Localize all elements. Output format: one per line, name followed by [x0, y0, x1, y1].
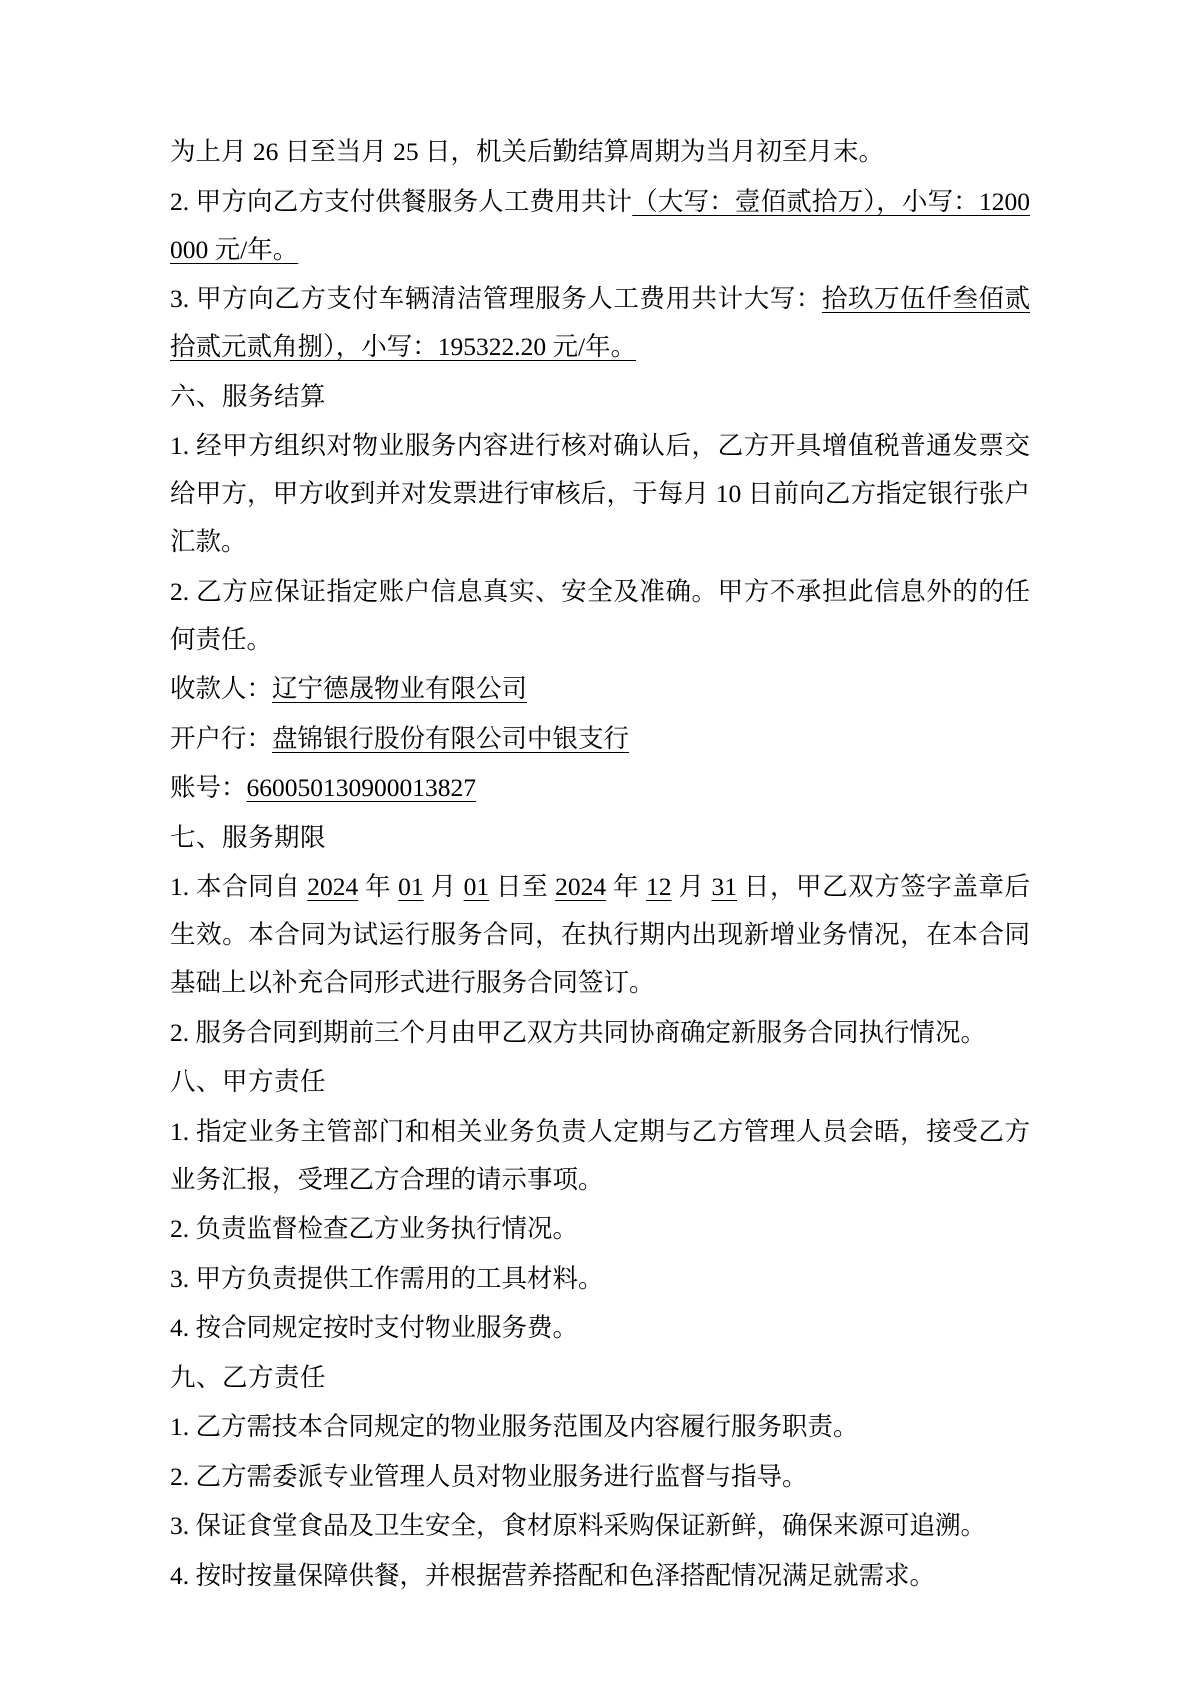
paragraph-7-2-renewal-negotiation-segment-0: 2. 服务合同到期前三个月由甲乙双方共同协商确定新服务合同执行情况。 — [170, 1017, 987, 1047]
paragraph-vehicle-cleaning-labor-fee — [170, 275, 1030, 371]
paragraph-7-2-renewal-negotiation — [170, 1009, 1030, 1057]
paragraph-payee-name-segment-1: 辽宁德晟物业有限公司 — [272, 674, 528, 703]
heading-nine-party-b-duties — [170, 1354, 1030, 1402]
paragraph-8-1-liaison-segment-0: 1. 指定业务主管部门和相关业务负责人定期与乙方管理人员会晤，接受乙方业务汇报，受理乙方合理的请示事项。 — [170, 1116, 1030, 1194]
paragraph-meal-service-labor-fee — [170, 178, 1030, 274]
paragraph-7-1-contract-term-segment-6: 日至 — [489, 872, 556, 901]
paragraph-6-2-account-accuracy — [170, 568, 1030, 664]
heading-eight-party-a-duties — [170, 1058, 1030, 1106]
paragraph-7-1-contract-term-segment-9: 12 — [646, 872, 672, 901]
paragraph-bank-branch-segment-0: 开户行： — [170, 723, 273, 753]
paragraph-8-2-supervision-segment-0: 2. 负责监督检查乙方业务执行情况。 — [170, 1214, 579, 1243]
paragraph-8-3-provide-tools-segment-0: 3. 甲方负责提供工作需用的工具材料。 — [170, 1263, 604, 1293]
paragraph-9-4-meal-supply — [170, 1552, 1030, 1600]
paragraph-6-1-invoice-and-payment-segment-0: 1. 经甲方组织对物业服务内容进行核对确认后，乙方开具增值税普通发票交给甲方，甲方收到并对发票进行审核后，于每月 10 日前向乙方指定银行张户汇款。 — [170, 431, 1030, 556]
paragraph-9-2-assign-managers-segment-0: 2. 乙方需委派专业管理人员对物业服务进行监督与指导。 — [170, 1461, 808, 1491]
heading-nine-party-b-duties-segment-0: 九、乙方责任 — [170, 1362, 327, 1392]
paragraph-7-1-contract-term-segment-5: 01 — [463, 872, 490, 901]
paragraph-account-number-segment-0: 账号： — [170, 773, 247, 802]
heading-seven-service-period-segment-0: 七、服务期限 — [170, 822, 327, 852]
paragraph-9-1-perform-duties — [170, 1403, 1030, 1451]
heading-six-service-settlement-segment-0: 六、服务结算 — [170, 381, 327, 411]
paragraph-7-1-contract-term-segment-12: 日，甲乙双方签字盖章后生效。本合同为试运行服务合同，在执行期内出现新增业务情况，在本合同基础上以补充合同形式进行服务合同签订。 — [170, 872, 1030, 997]
paragraph-7-1-contract-term-segment-11: 31 — [711, 872, 737, 901]
paragraph-7-1-contract-term-segment-10: 月 — [671, 872, 712, 901]
paragraph-vehicle-cleaning-labor-fee-segment-1: 拾玖万伍仟叁佰贰拾贰元贰角捌），小写：195322.20 元/年。 — [170, 284, 1030, 361]
paragraph-9-3-food-safety — [170, 1502, 1030, 1550]
paragraph-9-2-assign-managers — [170, 1453, 1030, 1501]
paragraph-settlement-cycle — [170, 128, 1030, 176]
paragraph-account-number-segment-1: 660050130900013827 — [246, 773, 477, 802]
paragraph-7-1-contract-term — [170, 863, 1030, 1007]
paragraph-payee-name-segment-0: 收款人： — [170, 674, 273, 703]
paragraph-settlement-cycle-segment-0: 为上月 26 日至当月 25 日，机关后勤结算周期为当月初至月末。 — [170, 137, 885, 166]
paragraph-9-3-food-safety-segment-0: 3. 保证食堂食品及卫生安全，食材原料采购保证新鲜，确保来源可追溯。 — [170, 1511, 987, 1540]
paragraph-account-number — [170, 764, 1030, 812]
paragraph-8-4-pay-service-fee — [170, 1304, 1030, 1352]
paragraph-9-1-perform-duties-segment-0: 1. 乙方需技本合同规定的物业服务范围及内容履行服务职责。 — [170, 1412, 859, 1441]
paragraph-7-1-contract-term-segment-2: 年 — [358, 872, 399, 901]
paragraph-6-2-account-accuracy-segment-0: 2. 乙方应保证指定账户信息真实、安全及准确。甲方不承担此信息外的的任何责任。 — [170, 576, 1030, 654]
document-body — [170, 128, 1030, 1600]
paragraph-bank-branch-segment-1: 盘锦银行股份有限公司中银支行 — [272, 723, 630, 753]
paragraph-8-3-provide-tools — [170, 1255, 1030, 1303]
paragraph-7-1-contract-term-segment-3: 01 — [398, 872, 424, 901]
heading-eight-party-a-duties-segment-0: 八、甲方责任 — [170, 1067, 327, 1096]
paragraph-meal-service-labor-fee-segment-0: 2. 甲方向乙方支付供餐服务人工费用共计 — [170, 186, 633, 216]
paragraph-bank-branch — [170, 715, 1030, 763]
paragraph-8-1-liaison — [170, 1108, 1030, 1204]
paragraph-meal-service-labor-fee-segment-1: （大写：壹佰贰拾万），小写：1200000 元/年。 — [170, 186, 1030, 264]
paragraph-7-1-contract-term-segment-7: 2024 — [555, 872, 607, 901]
paragraph-8-4-pay-service-fee-segment-0: 4. 按合同规定按时支付物业服务费。 — [170, 1313, 579, 1342]
paragraph-vehicle-cleaning-labor-fee-segment-0: 3. 甲方向乙方支付车辆清洁管理服务人工费用共计大写： — [170, 284, 822, 313]
heading-seven-service-period — [170, 814, 1030, 862]
paragraph-6-1-invoice-and-payment — [170, 422, 1030, 566]
heading-six-service-settlement — [170, 373, 1030, 421]
paragraph-9-4-meal-supply-segment-0: 4. 按时按量保障供餐，并根据营养搭配和色泽搭配情况满足就需求。 — [170, 1560, 936, 1590]
paragraph-7-1-contract-term-segment-8: 年 — [606, 872, 647, 901]
paragraph-7-1-contract-term-segment-0: 1. 本合同自 — [170, 872, 308, 901]
paragraph-payee-name — [170, 665, 1030, 713]
paragraph-8-2-supervision — [170, 1205, 1030, 1253]
paragraph-7-1-contract-term-segment-4: 月 — [423, 872, 464, 901]
paragraph-7-1-contract-term-segment-1: 2024 — [307, 872, 359, 901]
